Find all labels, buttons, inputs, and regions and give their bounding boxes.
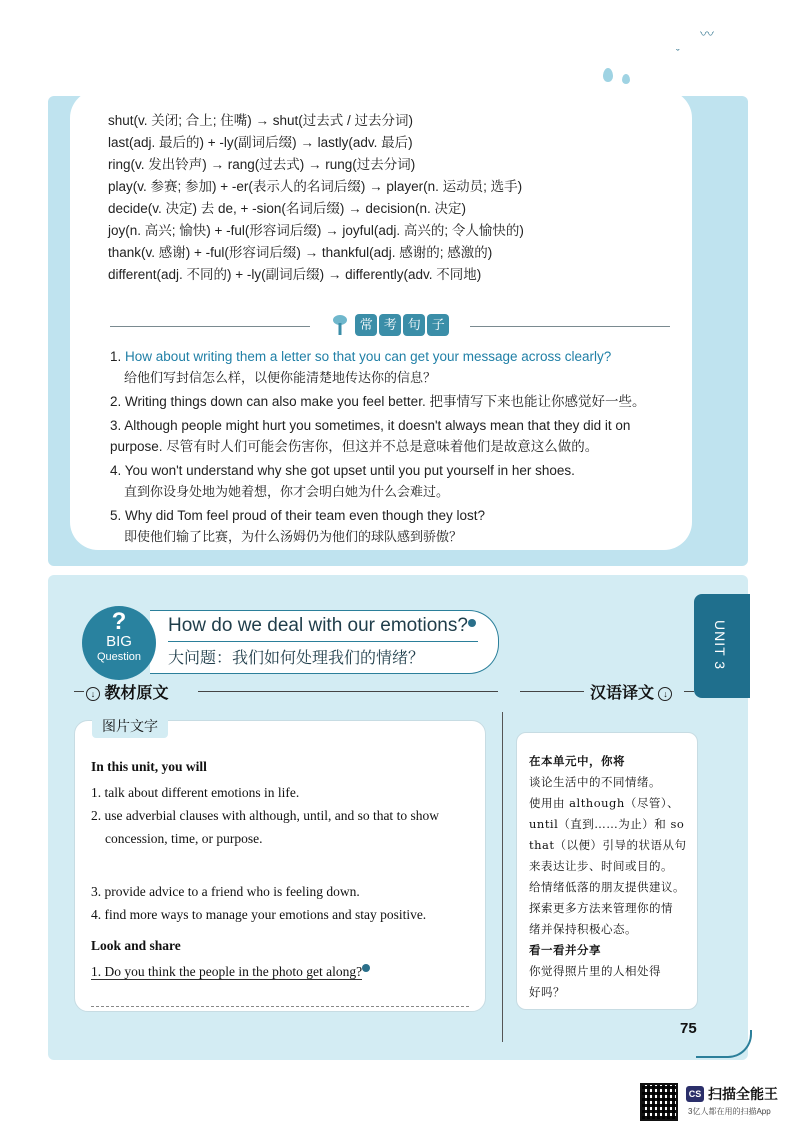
bird-icon: 〰 — [700, 26, 714, 42]
sentence-item: 4. You won't understand why she got upset until you put yourself in her shoes. 直到你设身处地为她着想，你才会明白她为什么会难过。 — [110, 460, 680, 502]
sentence-item: 5. Why did Tom feel proud of their team even though they lost? 即使他们输了比赛，为什么汤姆仍为他们的球队感到骄傲？ — [110, 505, 680, 547]
dashed-divider — [91, 1006, 469, 1007]
camscanner-tagline: 3亿人都在用的扫描App — [688, 1107, 771, 1116]
camscanner-logo-icon: CS — [686, 1086, 704, 1102]
badge-big-label: BIG — [106, 633, 132, 650]
divider-line — [470, 326, 670, 327]
original-text-body — [91, 759, 476, 983]
word-formation-list — [108, 110, 524, 286]
divider-line — [110, 326, 310, 327]
look-and-share-item: 1. Do you think the people in the photo get along? — [91, 960, 476, 983]
bird-icon: ˇ — [676, 48, 680, 60]
word-formation-item: last(adj. 最后的) + -ly(副词后缀) → lastly(adv. 最后) — [108, 135, 413, 150]
footnote-marker-icon — [362, 964, 370, 972]
translation-line: 谈论生活中的不同情绪。 — [529, 775, 661, 789]
sentence-chinese: 即使他们输了比赛，为什么汤姆仍为他们的球队感到骄傲？ — [124, 529, 463, 544]
original-text-title: ↓ 教材原文 — [86, 680, 168, 703]
sentence-chinese: 直到你设身处地为她着想，你才会明白她为什么会难过。 — [124, 484, 450, 499]
big-question-box — [150, 610, 499, 674]
translation-line: 给情绪低落的朋友提供建议。 — [529, 880, 685, 894]
title-line — [520, 691, 584, 692]
translation-line: that（以便）引导的状语从句 — [529, 838, 687, 852]
unit-tab: UNIT 3 — [694, 594, 750, 698]
section-title-char: 常 — [355, 314, 377, 336]
sentence-chinese: 给他们写封信怎么样，以便你能清楚地传达你的信息？ — [124, 370, 437, 385]
translation-line: 使用由 although（尽管）、 — [529, 796, 680, 810]
word-formation-item: ring(v. 发出铃声) → rang(过去式) → rung(过去分词) — [108, 157, 416, 172]
word-formation-item: thank(v. 感谢) + -ful(形容词后缀) → thankful(adj. 感谢的; 感激的) — [108, 245, 493, 260]
translation-body — [529, 751, 691, 1003]
word-formation-item: different(adj. 不同的) + -ly(副词后缀) → differently(adv. 不同地) — [108, 267, 482, 282]
section-title — [353, 314, 449, 336]
section-tag — [320, 314, 460, 340]
sentence-english: How about writing them a letter so that you can get your message across clearly? — [125, 349, 612, 364]
vocabulary-card — [70, 90, 692, 550]
title-line — [684, 691, 694, 692]
translation-line: until（直到……为止）和 so — [529, 817, 685, 831]
title-line — [74, 691, 84, 692]
footnote-marker-icon — [468, 619, 476, 627]
translation-card — [516, 732, 698, 1010]
qr-code-icon — [640, 1083, 678, 1121]
sentence-english: Although people might hurt you sometimes, it doesn't always mean that they did it on purpose. 尽管有时人们可能会伤害你，但这并不总是意味着他们是故意这么做的。 — [110, 418, 631, 454]
sentence-item: 2. Writing things down can also make you feel better. 把事情写下来也能让你感觉好一些。 — [110, 394, 646, 409]
sentence-english: Why did Tom feel proud of their team even though they lost? — [125, 508, 485, 523]
page-number: 75 — [680, 1020, 697, 1037]
badge-question-label: Question — [96, 651, 142, 663]
section-title-char: 句 — [403, 314, 425, 336]
word-formation-item: play(v. 参赛; 参加) + -er(表示人的名词后缀) → player(n. 运动员; 选手) — [108, 179, 523, 194]
arrow-down-icon: ↓ — [658, 687, 672, 701]
section-title-char: 考 — [379, 314, 401, 336]
word-formation-item: decide(v. 决定) 去 de, + -sion(名词后缀) → decision(n. 决定) — [108, 201, 466, 216]
big-question-divider — [168, 641, 478, 642]
big-question-english: How do we deal with our emotions? — [168, 615, 476, 637]
original-item: 2. use adverbial clauses with although, until, and so that to show — [91, 808, 439, 823]
translation-line: 探索更多方法来管理你的情 — [529, 901, 673, 915]
original-item: 3. provide advice to a friend who is feeling down. — [91, 884, 360, 899]
translation-line: 你觉得照片里的人相处得 — [529, 964, 661, 978]
sentence-english: Writing things down can also make you feel better. 把事情写下来也能让你感觉好一些。 — [125, 394, 646, 409]
title-line — [198, 691, 498, 692]
sentence-item: 1. How about writing them a letter so that you can get your message across clearly? 给他们写封信怎么样，以便你能清楚地传达你的信息？ — [110, 346, 680, 388]
translation-line: 来表达让步、时间或目的。 — [529, 859, 673, 873]
translation-title: 汉语译文 ↓ — [590, 680, 672, 703]
sentence-item: 3. Although people might hurt you sometimes, it doesn't always mean that they did it on purpose. 尽管有时人们可能会伤害你，但这并不总是意味着他们是故意这么做的。 — [110, 418, 631, 454]
picture-text-tag: 图片文字 — [92, 715, 168, 738]
original-text-card — [74, 720, 486, 1012]
word-formation-item: shut(v. 关闭; 合上; 住嘴) → shut(过去式 / 过去分词) — [108, 113, 414, 128]
big-question-badge — [82, 606, 156, 680]
original-item: 1. talk about different emotions in life. — [91, 785, 300, 800]
word-formation-item: joy(n. 高兴; 愉快) + -ful(形容词后缀) → joyful(adj. 高兴的; 令人愉快的) — [108, 223, 524, 238]
translation-line: 绪并保持积极心态。 — [529, 922, 637, 936]
original-item: 4. find more ways to manage your emotions and stay positive. — [91, 907, 427, 922]
arrow-down-icon: ↓ — [86, 687, 100, 701]
question-mark-icon: ? — [111, 608, 127, 635]
translation-heading: 在本单元中，你将 — [529, 754, 625, 768]
sentence-english: You won't understand why she got upset until you put yourself in her shoes. — [124, 463, 575, 478]
look-and-share-heading: Look and share — [91, 938, 181, 953]
original-heading: In this unit, you will — [91, 759, 207, 774]
key-sentences-list — [110, 346, 680, 550]
drop-icon — [622, 74, 630, 84]
section-title-char: 子 — [427, 314, 449, 336]
original-item: concession, time, or purpose. — [105, 831, 263, 846]
drop-icon — [603, 68, 613, 82]
section-divider — [110, 314, 670, 340]
translation-line: 好吗？ — [529, 985, 565, 999]
microphone-icon — [331, 314, 349, 336]
camscanner-name: 扫描全能王 — [708, 1086, 778, 1102]
big-question-chinese: 大问题：我们如何处理我们的情绪？ — [168, 650, 425, 667]
translation-look-heading: 看一看并分享 — [529, 943, 601, 957]
column-divider — [502, 712, 503, 1042]
